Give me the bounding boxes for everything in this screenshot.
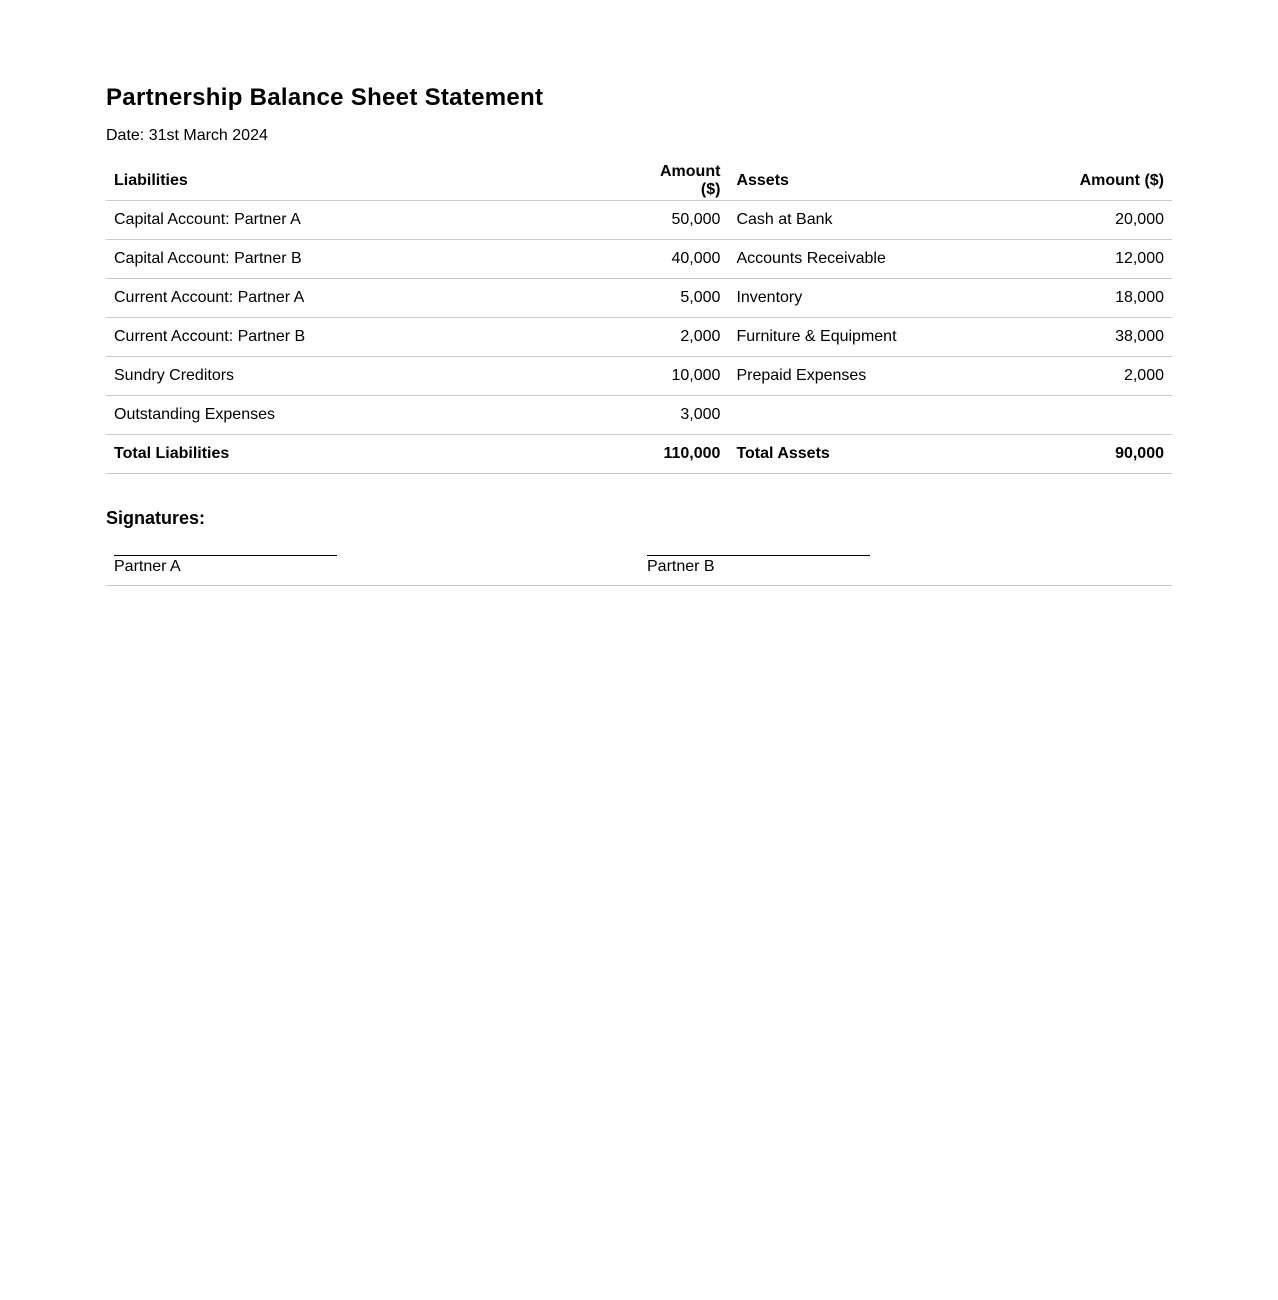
asset-amount (1011, 396, 1172, 435)
table-row (106, 201, 1172, 240)
header-assets: Assets (728, 162, 1010, 201)
header-liabilities: Liabilities (106, 162, 652, 201)
liability-name: Capital Account: Partner B (106, 240, 652, 279)
signature-line (647, 545, 870, 556)
balance-sheet-table (106, 162, 1172, 474)
header-liabilities-amount: Amount ($) (652, 162, 728, 201)
signature-block-partner-a (114, 545, 337, 576)
asset-name: Cash at Bank (728, 201, 1010, 240)
page-title: Partnership Balance Sheet Statement (106, 84, 544, 111)
table-row (106, 279, 1172, 318)
asset-name: Accounts Receivable (728, 240, 1010, 279)
liability-amount: 3,000 (652, 396, 728, 435)
asset-name: Prepaid Expenses (728, 357, 1010, 396)
total-row (106, 435, 1172, 474)
liability-amount: 40,000 (652, 240, 728, 279)
total-assets-amount: 90,000 (1011, 435, 1172, 474)
asset-amount: 12,000 (1011, 240, 1172, 279)
liability-name: Sundry Creditors (106, 357, 652, 396)
liability-name: Capital Account: Partner A (106, 201, 652, 240)
total-liabilities-label: Total Liabilities (106, 435, 652, 474)
table-header-row (106, 162, 1172, 201)
liability-name: Current Account: Partner B (106, 318, 652, 357)
table-row (106, 240, 1172, 279)
total-liabilities-amount: 110,000 (652, 435, 728, 474)
table-row (106, 396, 1172, 435)
signature-block-partner-b (647, 545, 870, 576)
signature-name: Partner A (114, 558, 181, 575)
signatures-section (106, 545, 1172, 586)
asset-amount: 38,000 (1011, 318, 1172, 357)
asset-amount: 18,000 (1011, 279, 1172, 318)
liability-name: Outstanding Expenses (106, 396, 652, 435)
total-assets-label: Total Assets (728, 435, 1010, 474)
table-row (106, 318, 1172, 357)
signatures-heading: Signatures: (106, 508, 206, 528)
header-assets-amount: Amount ($) (1011, 162, 1172, 201)
signature-name: Partner B (647, 558, 715, 575)
balance-sheet-document (106, 80, 1172, 586)
liability-amount: 50,000 (652, 201, 728, 240)
asset-amount: 20,000 (1011, 201, 1172, 240)
asset-name: Furniture & Equipment (728, 318, 1010, 357)
liability-amount: 10,000 (652, 357, 728, 396)
liability-amount: 2,000 (652, 318, 728, 357)
table-row (106, 357, 1172, 396)
liability-name: Current Account: Partner A (106, 279, 652, 318)
asset-amount: 2,000 (1011, 357, 1172, 396)
asset-name: Inventory (728, 279, 1010, 318)
statement-date: Date: 31st March 2024 (106, 127, 268, 144)
liability-amount: 5,000 (652, 279, 728, 318)
asset-name (728, 396, 1010, 435)
signature-line (114, 545, 337, 556)
